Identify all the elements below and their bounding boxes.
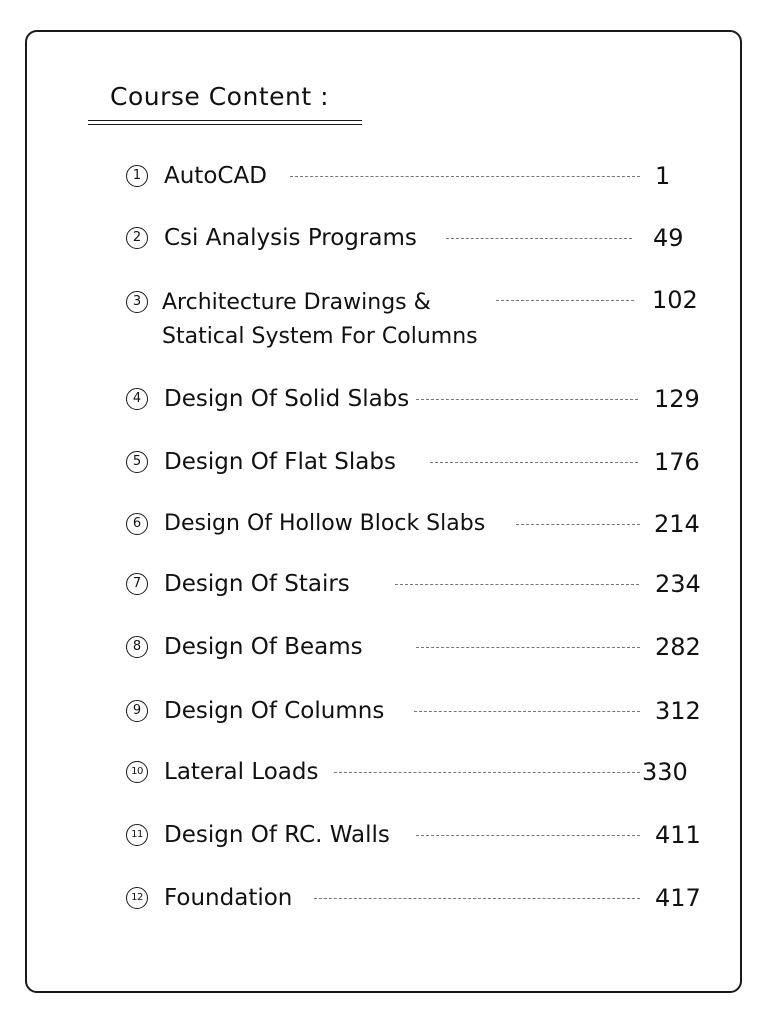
toc-entry-csi-analysis[interactable] bbox=[0, 224, 768, 264]
entry-page-number: 176 bbox=[654, 448, 700, 476]
entry-number: 8 bbox=[126, 636, 148, 658]
leader-dots bbox=[416, 647, 640, 648]
entry-title: Design Of Beams bbox=[164, 634, 363, 660]
toc-entry-hollow-block-slabs[interactable] bbox=[0, 510, 768, 550]
entry-title: Design Of Columns bbox=[164, 698, 385, 724]
entry-number: 10 bbox=[126, 761, 148, 783]
entry-title: Design Of Hollow Block Slabs bbox=[164, 511, 486, 536]
entry-title: Architecture Drawings & Statical System For Columns bbox=[162, 290, 478, 349]
entry-page-number: 417 bbox=[655, 884, 701, 912]
entry-title: Foundation bbox=[164, 885, 293, 911]
entry-number: 4 bbox=[126, 388, 148, 410]
toc-entry-rc-walls[interactable] bbox=[0, 821, 768, 861]
toc-entry-flat-slabs[interactable] bbox=[0, 448, 768, 488]
entry-page-number: 49 bbox=[653, 224, 684, 252]
toc-entry-lateral-loads[interactable] bbox=[0, 758, 768, 798]
entry-title: Lateral Loads bbox=[164, 759, 319, 785]
entry-title: Design Of Stairs bbox=[164, 571, 350, 597]
heading-underline bbox=[88, 120, 362, 121]
leader-dots bbox=[416, 399, 638, 400]
entry-page-number: 102 bbox=[652, 286, 698, 314]
entry-page-number: 330 bbox=[642, 758, 688, 786]
entry-page-number: 1 bbox=[655, 162, 671, 190]
entry-page-number: 214 bbox=[654, 510, 700, 538]
entry-number: 3 bbox=[126, 291, 148, 313]
entry-number: 11 bbox=[126, 824, 148, 846]
entry-page-number: 312 bbox=[655, 697, 701, 725]
toc-entry-autocad[interactable] bbox=[0, 162, 768, 202]
entry-page-number: 129 bbox=[654, 385, 700, 413]
leader-dots bbox=[334, 772, 640, 773]
entry-title: Design Of Solid Slabs bbox=[164, 386, 410, 412]
toc-entry-beams[interactable] bbox=[0, 633, 768, 673]
entry-page-number: 282 bbox=[655, 633, 701, 661]
entry-number: 5 bbox=[126, 451, 148, 473]
entry-title: Design Of RC. Walls bbox=[164, 822, 390, 848]
leader-dots bbox=[516, 524, 640, 525]
leader-dots bbox=[496, 300, 634, 301]
entry-title: Csi Analysis Programs bbox=[164, 225, 417, 251]
toc-entry-stairs[interactable] bbox=[0, 570, 768, 610]
leader-dots bbox=[314, 898, 640, 899]
toc-entry-solid-slabs[interactable] bbox=[0, 385, 768, 425]
leader-dots bbox=[446, 238, 632, 239]
entry-number: 12 bbox=[126, 887, 148, 909]
toc-entry-architecture-drawings[interactable] bbox=[0, 286, 768, 356]
leader-dots bbox=[416, 835, 640, 836]
leader-dots bbox=[414, 711, 640, 712]
leader-dots bbox=[395, 584, 639, 585]
leader-dots bbox=[430, 462, 638, 463]
entry-page-number: 411 bbox=[655, 821, 701, 849]
entry-title: AutoCAD bbox=[164, 163, 267, 189]
toc-entry-foundation[interactable] bbox=[0, 884, 768, 924]
leader-dots bbox=[290, 176, 640, 177]
page-title: Course Content : bbox=[110, 82, 330, 111]
entry-number: 2 bbox=[126, 227, 148, 249]
entry-title: Design Of Flat Slabs bbox=[164, 449, 396, 475]
entry-page-number: 234 bbox=[655, 570, 701, 598]
entry-number: 7 bbox=[126, 573, 148, 595]
entry-number: 6 bbox=[126, 513, 148, 535]
entry-number: 1 bbox=[126, 165, 148, 187]
entry-number: 9 bbox=[126, 700, 148, 722]
toc-entry-columns[interactable] bbox=[0, 697, 768, 737]
heading-underline bbox=[88, 124, 362, 125]
